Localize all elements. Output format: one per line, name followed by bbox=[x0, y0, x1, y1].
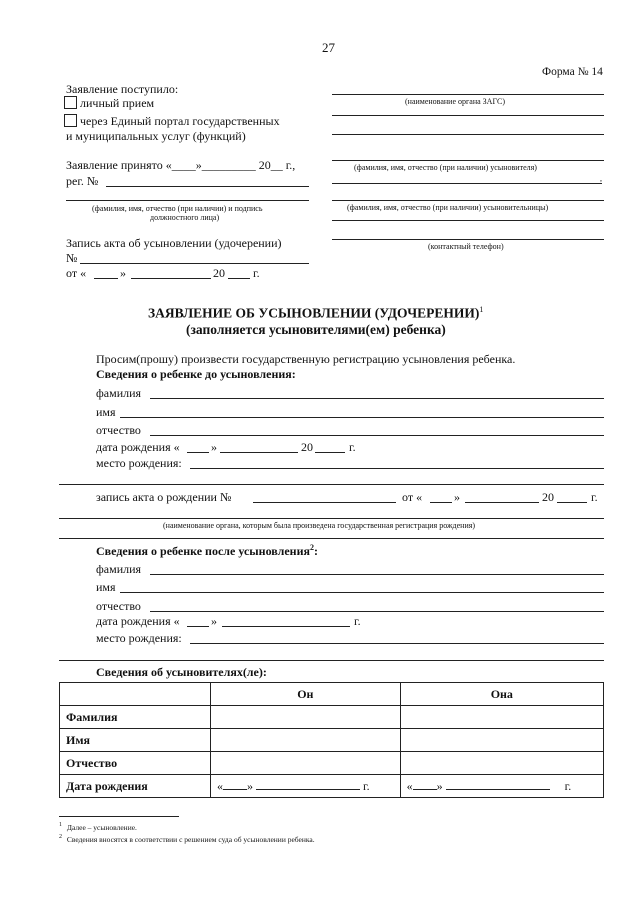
personal-checkbox[interactable] bbox=[64, 96, 77, 109]
adopter-f-field-2[interactable] bbox=[332, 220, 604, 221]
table-row bbox=[60, 706, 604, 729]
after-name-field[interactable] bbox=[120, 592, 604, 593]
form-number: Форма № 14 bbox=[542, 66, 603, 78]
she-date-g: г. bbox=[564, 778, 572, 793]
after-patronymic-label: отчество bbox=[96, 599, 141, 613]
after-name-label: имя bbox=[96, 580, 116, 594]
before-name-field[interactable] bbox=[120, 417, 604, 418]
after-birth-month-field[interactable] bbox=[222, 626, 350, 627]
official-caption-1: (фамилия, имя, отчество (при наличии) и подпись bbox=[92, 204, 263, 213]
request-text: Просим(прошу) произвести государственную регистрацию усыновления ребенка. bbox=[96, 352, 516, 366]
birth-record-no-field[interactable] bbox=[253, 502, 396, 503]
option-personal-label: личный прием bbox=[80, 96, 155, 110]
adopter-f-caption: (фамилия, имя, отчество (при наличии) усыновительницы) bbox=[347, 203, 549, 212]
official-field[interactable] bbox=[66, 200, 309, 201]
before-birth-year-field[interactable] bbox=[315, 452, 345, 453]
adopters-heading: Сведения об усыновителях(ле): bbox=[96, 665, 267, 679]
footnote-ref-1: 1 bbox=[479, 305, 484, 314]
after-patronymic-field[interactable] bbox=[150, 611, 604, 612]
before-birth-date-label: дата рождения « bbox=[96, 440, 180, 454]
after-birth-place-field-2[interactable] bbox=[59, 660, 604, 661]
before-birth-place-field-2[interactable] bbox=[59, 484, 604, 485]
before-birth-year-label: 20 bbox=[301, 440, 313, 454]
footnote-2-text: Сведения вносятся в соответствии с решением суда об усыновлении ребенка. bbox=[66, 834, 315, 844]
birth-organ-field-2[interactable] bbox=[59, 538, 604, 539]
after-heading-text: Сведения о ребенке после усыновления bbox=[96, 544, 310, 558]
he-date-mid: » bbox=[247, 778, 253, 793]
before-birth-month-field[interactable] bbox=[220, 452, 298, 453]
before-surname-field[interactable] bbox=[150, 398, 604, 399]
after-birth-date-label: дата рождения « bbox=[96, 614, 180, 628]
comma-mark: , bbox=[600, 174, 602, 183]
footnote-1-text: Далее – усыновление. bbox=[66, 822, 137, 832]
record-label: Запись акта об усыновлении (удочерении) bbox=[66, 236, 282, 250]
record-day-field[interactable] bbox=[94, 278, 118, 279]
table-row bbox=[60, 752, 604, 775]
after-birth-day-field[interactable] bbox=[187, 626, 209, 627]
option-portal-label-1: через Единый портал государственных bbox=[80, 114, 280, 128]
option-portal-label-2: и муниципальных услуг (функций) bbox=[66, 129, 246, 143]
record-year-label: 20 bbox=[213, 266, 225, 280]
table-row bbox=[60, 775, 604, 798]
before-name-label: имя bbox=[96, 405, 116, 419]
record-year-field[interactable] bbox=[228, 278, 250, 279]
before-birth-place-label: место рождения: bbox=[96, 456, 182, 470]
before-birth-mid: » bbox=[211, 440, 217, 454]
footnote-1-number: 1 bbox=[59, 822, 62, 828]
he-name-cell[interactable] bbox=[211, 729, 401, 752]
he-patronymic-cell[interactable] bbox=[211, 752, 401, 775]
she-patronymic-cell[interactable] bbox=[400, 752, 603, 775]
after-birth-g: г. bbox=[354, 614, 361, 628]
before-heading: Сведения о ребенке до усыновления: bbox=[96, 367, 296, 381]
form-title bbox=[148, 305, 483, 322]
adopter-m-caption: (фамилия, имя, отчество (при наличии) усыновителя) bbox=[354, 163, 537, 172]
after-surname-label: фамилия bbox=[96, 562, 142, 576]
table-corner-cell bbox=[60, 683, 211, 706]
row-label-name: Имя bbox=[60, 729, 211, 752]
option-personal bbox=[64, 96, 154, 111]
birth-record-day-field[interactable] bbox=[430, 502, 452, 503]
record-g-label: г. bbox=[253, 266, 260, 280]
she-name-cell[interactable] bbox=[400, 729, 603, 752]
she-birth-date-cell[interactable] bbox=[400, 775, 603, 798]
portal-checkbox[interactable] bbox=[64, 114, 77, 127]
birth-organ-field[interactable] bbox=[59, 518, 604, 519]
before-surname-label: фамилия bbox=[96, 386, 142, 400]
record-no-field[interactable] bbox=[80, 263, 309, 264]
form-subtitle: (заполняется усыновителями(ем) ребенка) bbox=[186, 322, 446, 337]
record-month-field[interactable] bbox=[131, 278, 211, 279]
option-portal bbox=[64, 114, 280, 129]
birth-record-g: г. bbox=[591, 490, 598, 504]
row-label-surname: Фамилия bbox=[60, 706, 211, 729]
before-patronymic-field[interactable] bbox=[150, 435, 604, 436]
reg-no-field[interactable] bbox=[106, 186, 309, 187]
after-birth-mid: » bbox=[211, 614, 217, 628]
col-he-header: Он bbox=[211, 683, 401, 706]
adopter-m-field-2[interactable] bbox=[332, 183, 602, 184]
he-date-g: г. bbox=[363, 778, 370, 793]
organ-field-3[interactable] bbox=[332, 134, 604, 135]
organ-caption: (наименование органа ЗАГС) bbox=[405, 97, 505, 106]
before-patronymic-label: отчество bbox=[96, 423, 141, 437]
he-surname-cell[interactable] bbox=[211, 706, 401, 729]
birth-record-label: запись акта о рождении № bbox=[96, 490, 232, 504]
table-header-row bbox=[60, 683, 604, 706]
adopter-m-field[interactable] bbox=[332, 160, 604, 161]
she-date-open: « bbox=[406, 778, 413, 793]
birth-record-from: от « bbox=[402, 490, 423, 504]
birth-record-year-label: 20 bbox=[542, 490, 554, 504]
organ-field[interactable] bbox=[332, 94, 604, 95]
record-no-label: № bbox=[66, 251, 78, 265]
official-caption-2: должностного лица) bbox=[150, 213, 220, 222]
birth-record-mid: » bbox=[454, 490, 460, 504]
adopter-f-field[interactable] bbox=[332, 200, 604, 201]
page-number: 27 bbox=[322, 40, 335, 55]
footnote-ref-2: 2 bbox=[310, 543, 314, 552]
col-she-header: Она bbox=[400, 683, 603, 706]
birth-record-month-field[interactable] bbox=[465, 502, 539, 503]
row-label-birth-date: Дата рождения bbox=[60, 775, 211, 798]
adopters-table bbox=[59, 682, 604, 798]
received-label: Заявление поступило: bbox=[66, 82, 179, 96]
after-birth-place-field[interactable] bbox=[190, 643, 604, 644]
phone-caption: (контактный телефон) bbox=[428, 242, 504, 251]
birth-organ-caption: (наименование органа, которым была произведена государственная регистрация рождения) bbox=[163, 521, 476, 530]
reg-no-label: рег. № bbox=[66, 174, 99, 188]
he-date-open: « bbox=[217, 778, 223, 793]
after-heading-colon: : bbox=[314, 544, 318, 558]
footnote-separator bbox=[59, 816, 179, 817]
birth-record-year-field[interactable] bbox=[557, 502, 587, 503]
organ-field-2[interactable] bbox=[332, 115, 604, 116]
form-title-text: ЗАЯВЛЕНИЕ ОБ УСЫНОВЛЕНИИ (УДОЧЕРЕНИИ) bbox=[148, 305, 480, 321]
after-birth-place-label: место рождения: bbox=[96, 631, 182, 645]
she-date-mid: » bbox=[436, 778, 443, 793]
she-surname-cell[interactable] bbox=[400, 706, 603, 729]
footnote-1 bbox=[59, 822, 137, 832]
record-from-label: от « bbox=[66, 266, 87, 280]
before-birth-g: г. bbox=[349, 440, 356, 454]
before-birth-place-field[interactable] bbox=[190, 468, 604, 469]
row-label-patronymic: Отчество bbox=[60, 752, 211, 775]
record-from-mid: » bbox=[120, 266, 126, 280]
phone-field[interactable] bbox=[332, 239, 604, 240]
footnote-2 bbox=[59, 834, 315, 844]
after-heading bbox=[96, 543, 318, 559]
after-surname-field[interactable] bbox=[150, 574, 604, 575]
footnote-2-number: 2 bbox=[59, 834, 62, 840]
he-birth-date-cell[interactable] bbox=[211, 775, 401, 798]
accepted-line: Заявление принято «____»_________ 20__ г., bbox=[66, 158, 296, 172]
table-row bbox=[60, 729, 604, 752]
before-birth-day-field[interactable] bbox=[187, 452, 209, 453]
